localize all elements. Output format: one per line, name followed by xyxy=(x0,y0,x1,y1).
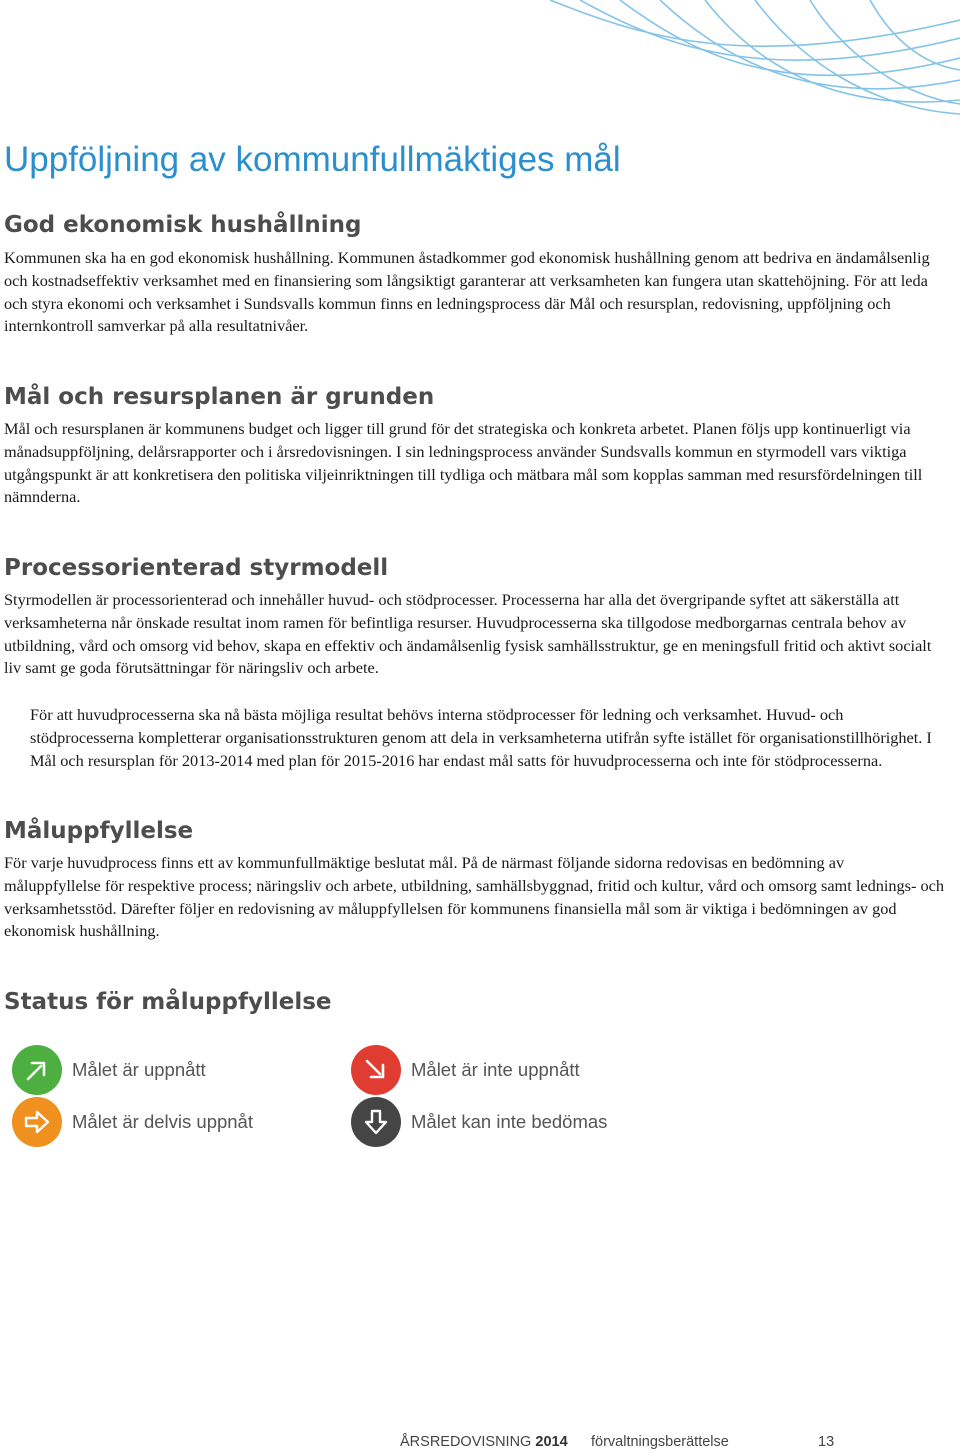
footer-report-name: ÅRSREDOVISNING xyxy=(400,1434,532,1450)
arrow-right-icon xyxy=(12,1097,62,1147)
heading-status-for-maluppfyllelse: Status för måluppfyllelse xyxy=(4,989,332,1015)
paragraph-maluppfyllelse: För varje huvudprocess finns ett av kommunfullmäktige beslutat mål. På de närmast följande sidorna redovisas en bedömning av måluppfyllelse för respektive process; näringsliv och arbete, utbildning, samhällsbyggnad, fritid och kultur, vård och omsorg samt lednings- och verksamhetsstöd. Därefter följer en redovisning av måluppfyllelsen för kommunens finansiella mål som är viktiga i bedömningen av god ekonomisk hushållning. xyxy=(4,853,944,941)
footer-report-title xyxy=(400,1431,568,1453)
status-label-kan-inte-bedomas: Målet kan inte bedömas xyxy=(411,1111,608,1132)
page-title: Uppföljning av kommunfullmäktiges mål xyxy=(4,140,621,179)
heading-processorienterad-styrmodell: Processorienterad styrmodell xyxy=(4,555,389,581)
heading-god-ekonomisk-hushallning: God ekonomisk hushållning xyxy=(4,212,362,238)
paragraph-styrmodell-1: Styrmodellen är processorienterad och innehåller huvud- och stödprocesser. Processerna har alla det övergripande syftet att säkerställa att verksamheterna når önskade resultat inom ramen för befintliga resurser. Huvudprocesserna ska tillgodose medborgarnas centrala behov av utbildning, vård och omsorg vid behov, skapa en effektiv och ändamålsenlig fysisk samhällsstruktur, ge en meningsfull fritid och aktivt socialt liv samt ge goda förutsättningar för näringsliv och arbete. xyxy=(4,590,932,678)
footer-section-name: förvaltningsberättelse xyxy=(591,1434,729,1450)
status-label-uppnatt: Målet är uppnått xyxy=(72,1059,206,1080)
status-label-inte-uppnatt: Målet är inte uppnått xyxy=(411,1059,580,1080)
paragraph-god-ekonomisk-hushallning: Kommunen ska ha en god ekonomisk hushållning. Kommunen åstadkommer god ekonomisk hushållning genom att bedriva en ändamålsenlig och kostnadseffektiv verksamhet med en finansiering som långsiktigt garanterar att verksamheten kan fungera utan skattehöjning. För att leda och styra ekonomi och verksamhet i Sundsvalls kommun finns en ledningsprocess där Mål och resursplan, redovisning, uppföljning och internkontroll samverkar på alla resultatnivåer. xyxy=(4,248,930,336)
status-legend-kan-inte-bedomas xyxy=(351,1097,607,1147)
arrow-down-icon xyxy=(351,1097,401,1147)
status-legend-uppnatt xyxy=(12,1045,206,1095)
status-legend-inte-uppnatt xyxy=(351,1045,580,1095)
arrow-down-right-icon xyxy=(351,1045,401,1095)
paragraph-styrmodell-2: För att huvudprocesserna ska nå bästa möjliga resultat behövs interna stödprocesser för ledning och verksamhet. Huvud- och stödprocesserna kompletterar organisationsstrukturen genom att dela in verksamheterna utifrån syfte istället för organisationstillhörighet. I Mål och resursplan för 2013-2014 med plan för 2015-2016 har endast mål satts för huvudprocesserna och inte för stödprocesserna. xyxy=(30,705,932,770)
heading-mal-och-resursplanen: Mål och resursplanen är grunden xyxy=(4,384,435,410)
paragraph-mal-och-resursplanen: Mål och resursplanen är kommunens budget och ligger till grund för det strategiska och konkreta arbetet. Planen följs upp kontinuerligt via månadsuppföljning, delårsrapporter och i årsredovisningen. I sin ledningsprocess använder Sundsvalls kommun en styrmodell vars viktiga utgångspunkt är att konkretisera den politiska viljeinriktningen till tydliga och mätbara mål som kopplas samman med resursfördelningen till nämnderna. xyxy=(4,419,923,507)
footer-page-number: 13 xyxy=(818,1434,835,1450)
decorative-wave-lines xyxy=(490,0,960,120)
status-legend-delvis-uppnatt xyxy=(12,1097,253,1147)
status-label-delvis-uppnatt: Målet är delvis uppnåt xyxy=(72,1111,253,1132)
arrow-up-right-icon xyxy=(12,1045,62,1095)
heading-maluppfyllelse: Måluppfyllelse xyxy=(4,818,194,844)
footer-year: 2014 xyxy=(535,1434,568,1450)
